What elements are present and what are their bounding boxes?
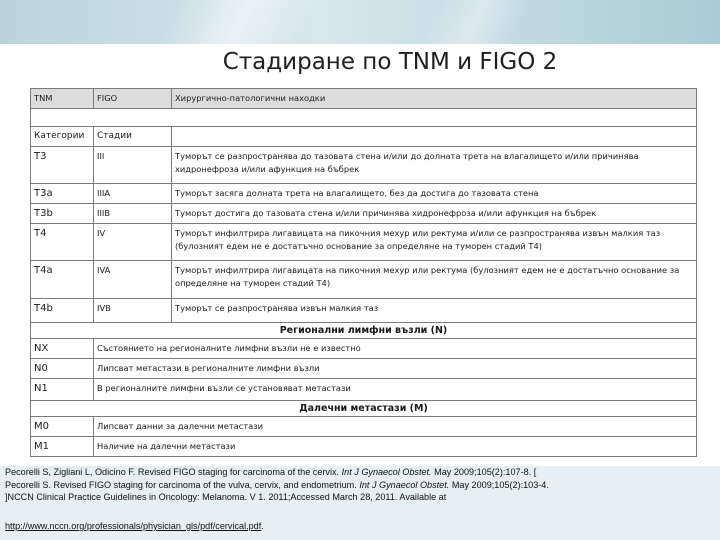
reference-2	[0, 479, 720, 492]
figo-cell: IVA	[94, 261, 172, 299]
table-row	[31, 339, 697, 359]
staging-table	[30, 88, 697, 457]
table-row	[31, 204, 697, 224]
tnm-cell: T3b	[31, 204, 94, 224]
table-row	[31, 261, 697, 299]
metastasis-text-cell: Липсват данни за далечни метастази	[94, 417, 697, 437]
header-findings: Хирургично-патологични находки	[172, 89, 697, 109]
findings-cell: Туморът се разпространява до тазовата стена и/или до долната трета на влагалището и/или причинява хидронефроза и/или афункция на бъбрек	[172, 147, 697, 184]
findings-cell: Туморът инфилтрира лигавицата на пикочния мехур или ректума (булозният едем не е достатъчно основание за определяне на туморен стадий T4)	[172, 261, 697, 299]
tnm-cell: T4a	[31, 261, 94, 299]
figo-cell: III	[94, 147, 172, 184]
categories-row	[31, 127, 697, 147]
reference-url-tail: .	[261, 521, 264, 531]
nodes-heading: Регионални лимфни възли (N)	[31, 323, 697, 339]
figo-cell: IIIB	[94, 204, 172, 224]
node-code-cell: NX	[31, 339, 94, 359]
header-figo: FIGO	[94, 89, 172, 109]
tnm-cell: T3a	[31, 184, 94, 204]
node-code-cell: N0	[31, 359, 94, 379]
slide-title: Стадиране по TNM и FIGO 2	[222, 49, 558, 75]
table-row	[31, 184, 697, 204]
metastasis-code-cell: M0	[31, 417, 94, 437]
header-tnm: TNM	[31, 89, 94, 109]
node-text-cell: Липсват метастази в регионалните лимфни възли	[94, 359, 697, 379]
tnm-cell: T3	[31, 147, 94, 184]
tnm-cell: T4b	[31, 299, 94, 323]
figo-cell: IIIA	[94, 184, 172, 204]
table-row	[31, 224, 697, 261]
table-row	[31, 147, 697, 184]
node-code-cell: N1	[31, 379, 94, 401]
table-header-row	[31, 89, 697, 109]
metastasis-code-cell: M1	[31, 437, 94, 457]
reference-2-journal: Int J Gynaecol Obstet.	[359, 479, 450, 490]
metastasis-section-row	[31, 401, 697, 417]
table-row	[31, 379, 697, 401]
nccn-link[interactable]: http://www.nccn.org/professionals/physician_gls/pdf/cervical.pdf	[5, 521, 262, 531]
stages-label: Стадии	[94, 127, 172, 147]
reference-2-tail: May 2009;105(2):103-4.	[449, 479, 549, 490]
findings-cell: Туморът се разпространява извън малкия таз	[172, 299, 697, 323]
references-block	[0, 466, 720, 540]
header-banner	[0, 0, 720, 44]
tnm-cell: T4	[31, 224, 94, 261]
table-row	[31, 417, 697, 437]
metastasis-text-cell: Наличие на далечни метастази	[94, 437, 697, 457]
reference-1-text: Pecorelli S, Zigliani L, Odicino F. Revised FIGO staging for carcinoma of the cervix.	[5, 467, 342, 477]
table-row	[31, 299, 697, 323]
categories-empty-cell	[172, 127, 697, 147]
findings-cell: Туморът засяга долната трета на влагалището, без да достига до тазовата стена	[172, 184, 697, 204]
table-spacer-row	[31, 109, 697, 127]
reference-url-line	[0, 520, 264, 533]
categories-label: Категории	[31, 127, 94, 147]
reference-2-text: Pecorelli S. Revised FIGO staging for carcinoma of the vulva, cervix, and endometrium.	[5, 479, 360, 490]
table-row	[31, 437, 697, 457]
node-text-cell: Състоянието на регионалните лимфни възли не е известно	[94, 339, 697, 359]
reference-3: ]NCCN Clinical Practice Guidelines in Oncology: Melanoma. V 1. 2011;Accessed March 28, 2011. Available at	[5, 492, 447, 502]
metastasis-heading: Далечни метастази (M)	[31, 401, 697, 417]
findings-cell: Туморът инфилтрира лигавицата на пикочния мехур или ректума и/или се разпространява извън малкия таз (булозният едем не е достатъчно основание за определяне на туморен стадий T4)	[172, 224, 697, 261]
findings-cell: Туморът достига до тазовата стена и/или причинява хидронефроза и/или афункция на бъбрек	[172, 204, 697, 224]
spacer-cell	[31, 109, 697, 127]
table-row	[31, 359, 697, 379]
banner-highlight	[420, 0, 531, 44]
figo-cell: IVB	[94, 299, 172, 323]
banner-highlight	[160, 0, 321, 44]
reference-1-tail: May 2009;105(2):107-8. [	[431, 467, 537, 477]
reference-1	[0, 466, 720, 479]
node-text-cell: В регионалните лимфни възли се установяват метастази	[94, 379, 697, 401]
figo-cell: IV	[94, 224, 172, 261]
nodes-section-row	[31, 323, 697, 339]
reference-1-journal: Int J Gynaecol Obstet.	[341, 467, 432, 477]
